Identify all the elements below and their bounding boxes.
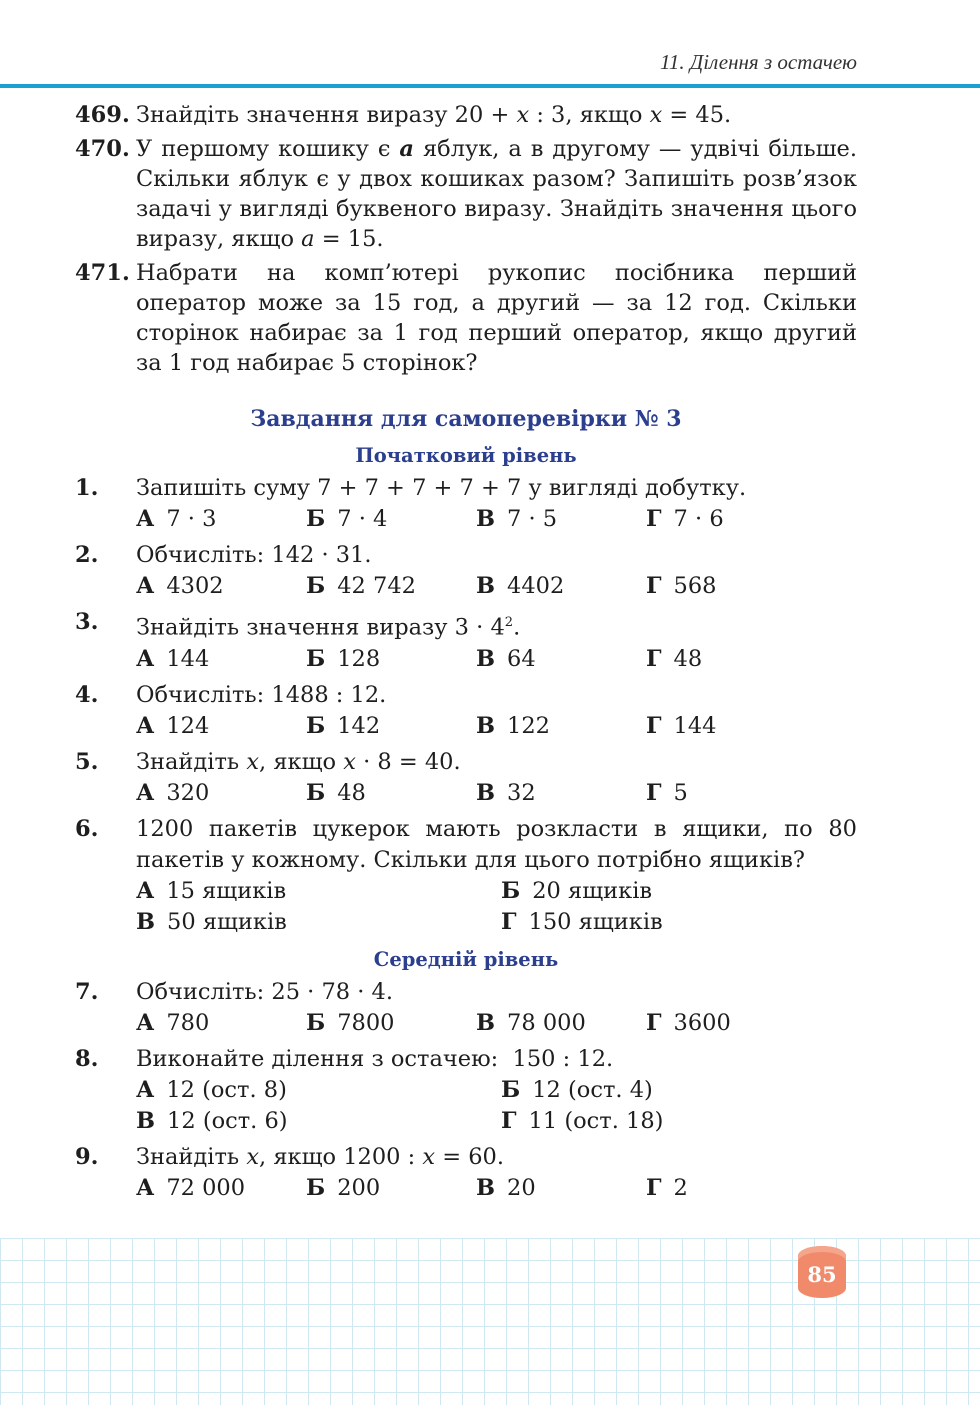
question-8 (75, 1044, 857, 1137)
option-c[interactable] (476, 778, 646, 809)
option-value: 150 ящиків (528, 908, 663, 935)
option-value: 11 (ост. 18) (528, 1107, 664, 1134)
text-part: : 3, якщо (529, 102, 650, 128)
task-number: 471. (75, 260, 130, 286)
variable: x (246, 1143, 260, 1170)
option-letter: Г (646, 1009, 662, 1036)
question-number: 3. (75, 609, 99, 635)
option-value: 320 (166, 779, 210, 806)
question-2 (75, 540, 857, 602)
variable: x (516, 102, 530, 128)
option-b[interactable] (306, 1008, 476, 1039)
option-value: 72 000 (166, 1174, 246, 1201)
task-text: Набрати на комп’ютері рукопис посібника перший оператор може за 15 год, а другий — за 12 год. Скільки сторінок набирає за 1 год перший оператор, якщо другий за 1 год набирає 5 сторінок? (136, 260, 857, 376)
option-value: 142 (337, 712, 381, 739)
option-c[interactable] (136, 907, 501, 938)
option-d[interactable] (501, 1106, 866, 1137)
option-value: 2 (673, 1174, 688, 1201)
option-b[interactable] (306, 504, 476, 535)
option-value: 128 (337, 645, 381, 672)
option-value: 144 (166, 645, 210, 672)
option-letter: В (476, 645, 496, 672)
option-b[interactable] (306, 1173, 476, 1204)
option-b[interactable] (306, 778, 476, 809)
header-rule (0, 84, 980, 88)
task-471 (75, 258, 857, 378)
option-c[interactable] (476, 711, 646, 742)
exponent: 2 (504, 615, 514, 630)
text-part: Знайдіть значення виразу 20 + (136, 102, 517, 128)
text-part: . (513, 614, 521, 641)
option-letter: Б (306, 506, 326, 532)
option-b[interactable] (306, 644, 476, 675)
option-value: 5 (673, 779, 688, 806)
option-d[interactable] (646, 504, 816, 535)
option-letter: В (136, 1107, 156, 1134)
question-text (136, 1142, 857, 1173)
page-content (75, 100, 857, 1209)
question-text: Обчисліть: 25 · 78 · 4. (136, 978, 394, 1005)
page-number: 85 (798, 1246, 846, 1298)
answer-options (136, 504, 857, 535)
text-part: яблук, а в другому — удвічі більше. Скільки яблук є у двох кошиках разом? Запишіть розв’язок задачі у вигляді буквеного виразу. Знайдіть значення цього виразу, якщо (136, 136, 857, 252)
option-c[interactable] (476, 1173, 646, 1204)
option-value: 12 (ост. 4) (532, 1076, 653, 1103)
answer-options (136, 1173, 857, 1204)
option-letter: А (136, 573, 155, 599)
text-part: = 15. (314, 226, 384, 252)
task-470 (75, 134, 857, 254)
question-text (136, 747, 857, 778)
option-value: 42 742 (337, 573, 416, 599)
option-value: 122 (507, 712, 550, 739)
option-b[interactable] (501, 876, 866, 907)
option-letter: Г (646, 712, 662, 739)
text-part: · 8 = 40. (355, 748, 461, 775)
option-letter: А (136, 506, 155, 532)
option-letter: А (136, 645, 155, 672)
question-3 (75, 607, 857, 675)
answer-options (136, 711, 857, 742)
option-a[interactable] (136, 1075, 501, 1106)
self-check-title: Завдання для самоперевірки № 3 (250, 406, 682, 432)
question-text (136, 607, 857, 644)
question-text: Обчисліть: 1488 : 12. (136, 681, 387, 708)
question-5 (75, 747, 857, 809)
question-4 (75, 680, 857, 742)
answer-options (136, 1075, 866, 1106)
task-number: 469. (75, 102, 130, 128)
option-value: 32 (507, 779, 536, 806)
option-letter: Б (306, 1009, 326, 1036)
text-part: = 60. (435, 1143, 505, 1170)
answer-options (136, 644, 857, 675)
option-letter: Г (646, 779, 662, 806)
option-letter: Б (306, 1174, 326, 1201)
option-value: 144 (673, 712, 717, 739)
option-letter: А (136, 1009, 155, 1036)
variable: a (301, 226, 315, 252)
option-letter: А (136, 1174, 155, 1201)
level-title-middle: Середній рівень (373, 947, 559, 971)
option-letter: В (136, 908, 156, 935)
text-part: Знайдіть (136, 748, 247, 775)
question-number: 6. (75, 815, 99, 842)
text-part: = 45. (662, 102, 732, 128)
question-number: 5. (75, 748, 99, 775)
option-letter: В (476, 506, 496, 532)
option-letter: Б (306, 779, 326, 806)
option-value: 12 (ост. 6) (167, 1107, 288, 1134)
task-text (136, 100, 857, 130)
task-text (136, 134, 857, 254)
option-letter: В (476, 573, 496, 599)
option-value: 7 · 4 (337, 506, 388, 532)
option-letter: Г (646, 506, 662, 532)
option-letter: Г (501, 908, 517, 935)
option-letter: Б (306, 712, 326, 739)
option-value: 12 (ост. 8) (166, 1076, 287, 1103)
answer-options (136, 1008, 857, 1039)
option-value: 48 (337, 779, 366, 806)
level-title-initial: Початковий рівень (355, 444, 577, 467)
option-letter: А (136, 712, 155, 739)
option-a[interactable] (136, 1008, 306, 1039)
option-letter: В (476, 1174, 496, 1201)
answer-options (136, 907, 866, 938)
option-a[interactable] (136, 711, 306, 742)
option-letter: В (476, 1009, 496, 1036)
question-7 (75, 977, 857, 1039)
variable: x (649, 102, 663, 128)
option-d[interactable] (646, 644, 816, 675)
option-value: 7 · 6 (673, 506, 724, 532)
option-value: 20 (507, 1174, 536, 1201)
option-value: 64 (507, 645, 536, 672)
option-c[interactable] (476, 1008, 646, 1039)
option-a[interactable] (136, 571, 306, 602)
text-part: У першому кошику є (136, 136, 400, 162)
option-value: 780 (166, 1009, 210, 1036)
answer-options (136, 571, 857, 602)
option-c[interactable] (476, 504, 646, 535)
option-value: 3600 (673, 1009, 731, 1036)
option-letter: А (136, 779, 155, 806)
chapter-title: 11. Ділення з остачею (659, 50, 857, 74)
option-letter: А (136, 1076, 155, 1103)
text-part: Знайдіть значення виразу 3 · 4 (136, 614, 505, 641)
option-value: 48 (673, 645, 703, 672)
question-number: 4. (75, 681, 99, 708)
option-value: 7 · 5 (507, 506, 558, 532)
option-a[interactable] (136, 504, 306, 535)
question-text: 1200 пакетів цукерок мають розкласти в ящики, по 80 пакетів у кожному. Скільки для цього потрібно ящиків? (136, 815, 857, 873)
option-value: 200 (337, 1174, 381, 1201)
option-letter: В (476, 779, 496, 806)
option-d[interactable] (646, 1173, 816, 1204)
question-text: Обчисліть: 142 · 31. (136, 542, 372, 568)
answer-options (136, 1106, 866, 1137)
option-value: 4302 (166, 573, 224, 599)
option-letter: Г (646, 645, 662, 672)
task-number: 470. (75, 136, 130, 162)
text-part: Знайдіть (136, 1143, 247, 1170)
option-value: 20 ящиків (532, 877, 653, 904)
option-c[interactable] (476, 571, 646, 602)
option-value: 78 000 (507, 1009, 586, 1036)
option-letter: Б (306, 645, 326, 672)
option-letter: Г (646, 573, 662, 599)
option-a[interactable] (136, 1173, 306, 1204)
question-1 (75, 473, 857, 535)
question-6 (75, 814, 857, 938)
option-value: 124 (166, 712, 210, 739)
option-d[interactable] (646, 1008, 816, 1039)
option-value: 7800 (337, 1009, 395, 1036)
variable: x (343, 748, 356, 775)
text-part: , якщо 1200 : (259, 1143, 423, 1170)
option-c[interactable] (476, 644, 646, 675)
option-letter: А (136, 877, 155, 904)
answer-options (136, 876, 866, 907)
question-number: 7. (75, 978, 99, 1005)
option-a[interactable] (136, 644, 306, 675)
option-value: 50 ящиків (167, 908, 287, 935)
option-value: 4402 (507, 573, 565, 599)
option-letter: Б (501, 1076, 521, 1103)
option-value: 7 · 3 (166, 506, 217, 532)
option-value: 568 (673, 573, 717, 599)
option-d[interactable] (501, 907, 866, 938)
option-c[interactable] (136, 1106, 501, 1137)
option-letter: Б (501, 877, 521, 904)
option-b[interactable] (306, 711, 476, 742)
answer-options (136, 778, 857, 809)
option-letter: Г (646, 1174, 662, 1201)
option-b[interactable] (306, 571, 476, 602)
question-number: 9. (75, 1143, 99, 1170)
variable: a (399, 136, 414, 162)
option-a[interactable] (136, 876, 501, 907)
option-letter: Б (306, 573, 326, 599)
variable: x (422, 1143, 436, 1170)
option-a[interactable] (136, 778, 306, 809)
variable: x (246, 748, 260, 775)
option-d[interactable] (646, 571, 816, 602)
question-text: Виконайте ділення з остачею: 150 : 12. (136, 1045, 614, 1072)
question-number: 8. (75, 1045, 99, 1072)
text-part: , якщо (259, 748, 344, 775)
option-value: 15 ящиків (166, 877, 287, 904)
option-letter: В (476, 712, 496, 739)
option-b[interactable] (501, 1075, 866, 1106)
option-d[interactable] (646, 778, 816, 809)
question-number: 1. (75, 475, 99, 501)
option-letter: Г (501, 1107, 517, 1134)
task-469 (75, 100, 857, 130)
option-d[interactable] (646, 711, 816, 742)
question-9 (75, 1142, 857, 1204)
question-number: 2. (75, 542, 99, 568)
question-text: Запишіть суму 7 + 7 + 7 + 7 + 7 у вигляді добутку. (136, 475, 747, 501)
